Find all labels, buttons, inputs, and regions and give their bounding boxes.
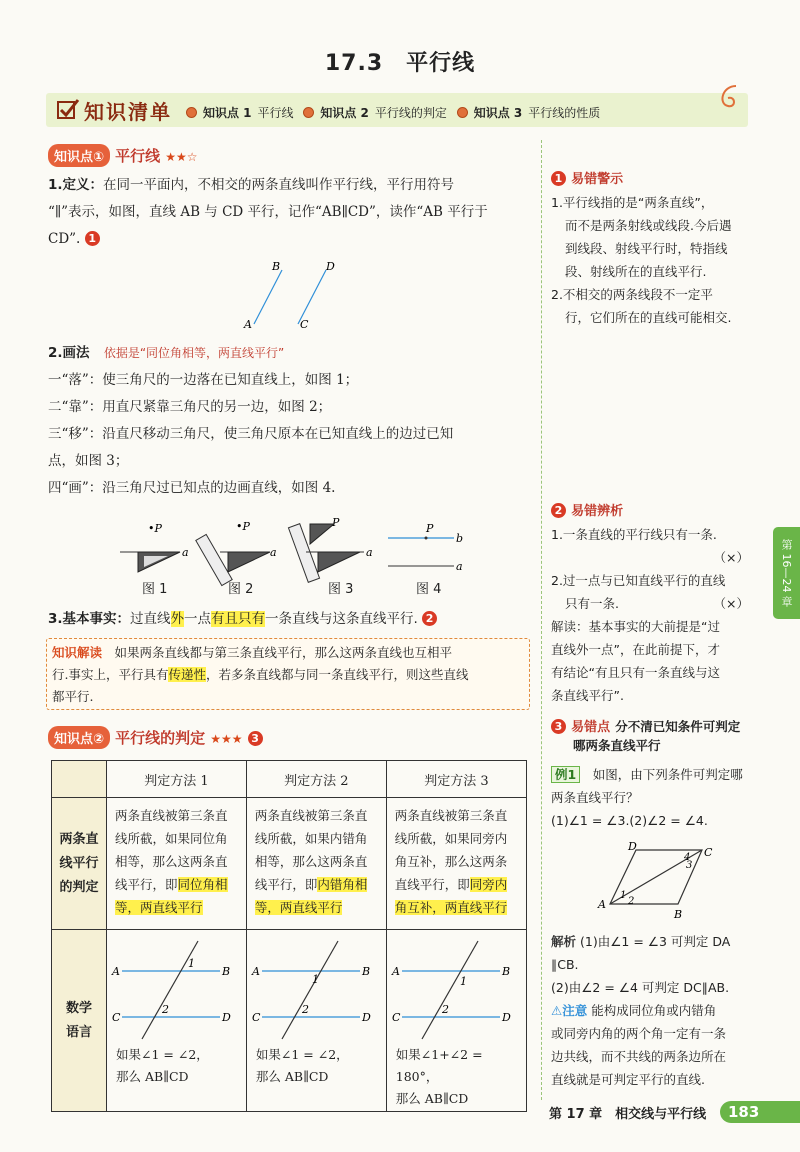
method-note: 依据是“同位角相等，两直线平行” (103, 346, 285, 360)
col-head-3: 判定方法 3 (386, 761, 526, 798)
figure-4 (388, 522, 463, 573)
star-rating-icon: ★★☆ (165, 150, 198, 164)
fig-alternate-angles (248, 931, 380, 1041)
svg-text:•P: •P (236, 520, 250, 533)
col-head-2: 判定方法 2 (246, 761, 386, 798)
svg-text:2: 2 (628, 896, 635, 907)
sb-error-title-a: 分不清已知条件可判定 (615, 719, 741, 734)
method-1-cell (107, 798, 247, 930)
lang-cell-2 (246, 930, 386, 1112)
swirl-icon (712, 82, 742, 112)
solution-tag: 解析 (551, 934, 577, 949)
m1-highlight: 同位角相等，两直线平行 (115, 877, 228, 915)
sol-1: (1)由∠1 = ∠3 可判定 DA (580, 934, 731, 949)
sb-analysis-head: 易错辨析 (571, 504, 624, 519)
def-head: 1.定义： (48, 177, 104, 193)
kp-dot-icon (186, 107, 197, 118)
svg-text:4: 4 (684, 852, 691, 863)
figure-1 (120, 522, 189, 572)
sb-an-2b: 只有一条. (565, 596, 619, 611)
fig-label-2: 图 2 (228, 582, 254, 597)
svg-text:P: P (426, 522, 434, 535)
sol-1b: ∥CB. (551, 957, 579, 972)
svg-text:A: A (251, 965, 260, 978)
method-step3b: 点，如图 3； (48, 453, 129, 469)
table-corner (52, 761, 107, 798)
interp-line2a: 行.事实上，平行具有 (52, 667, 169, 682)
svg-text:1: 1 (188, 957, 195, 970)
sb-an-2-answer: （×） (713, 596, 749, 611)
ex-q2: 两条直线平行？ (551, 790, 639, 805)
banner-kp1-name[interactable]: 平行线 (257, 106, 294, 120)
kp2-tag: 知识点② (48, 726, 110, 749)
star-rating-icon: ★★★ (210, 732, 243, 746)
m2-highlight: 内错角相等，两直线平行 (254, 877, 368, 915)
banner-kp2-name[interactable]: 平行线的判定 (374, 106, 447, 120)
fig-label-3: 图 3 (328, 582, 354, 597)
sb-error-title-b: 哪两条直线平行 (573, 738, 661, 753)
kp1-tag: 知识点① (48, 144, 110, 167)
sb-warn-2b: 行，它们所在的直线可能相交. (565, 310, 732, 325)
m1-text: 两条直线被第三条直线所截，如果同位角相等，那么这两条直线平行，即 (115, 808, 228, 892)
kp2-heading (48, 726, 263, 749)
sb-an-1-answer: （×） (713, 550, 749, 565)
svg-text:2: 2 (162, 1003, 169, 1016)
fig-label-4: 图 4 (416, 582, 442, 597)
svg-text:1: 1 (620, 890, 627, 901)
sb-warn-1d: 段、射线所在的直线平行. (565, 264, 707, 279)
basic-head: 3.基本事实： (48, 611, 131, 627)
svg-text:D: D (222, 1011, 231, 1024)
basic-fact (48, 606, 538, 633)
sb-jd-2: 直线外一点”，在此前提下，才 (551, 642, 720, 657)
def-line2: “∥”表示，如图，直线 AB 与 CD 平行，记作“AB∥CD”，读作“AB 平行于 (48, 204, 488, 220)
page-title: 17.3 平行线 (324, 51, 476, 76)
sol-2: (2)由∠2 = ∠4 可判定 DC∥AB. (551, 980, 730, 995)
interp-line2c: ，若多条直线都与同一条直线平行，则这些直线 (206, 667, 469, 682)
svg-text:D: D (501, 1011, 511, 1024)
method-head: 2.画法 (48, 345, 90, 361)
fig-label-1: 图 1 (142, 582, 168, 597)
svg-text:D: D (628, 840, 637, 853)
row-head-criteria: 两条直线平行的判定 (52, 798, 107, 930)
chapter-side-tab[interactable]: 第 16—24 章 (773, 527, 800, 619)
svg-text:•P: •P (148, 522, 162, 535)
kp-dot-icon (457, 107, 468, 118)
footer-chapter: 第 17 章 相交线与平行线 (549, 1107, 707, 1122)
interp-line2b: 传递性 (168, 667, 206, 682)
sb-warn-2a: 2.不相交的两条线段不一定平 (551, 287, 713, 302)
fig-co-interior-angles (388, 931, 520, 1041)
lang1-line1: 如果∠1 = ∠2， (116, 1047, 209, 1062)
note-1: 能构成同位角或内错角 (591, 1003, 717, 1018)
criteria-table (51, 760, 527, 1112)
svg-text:C: C (391, 1011, 401, 1024)
basic-text-e: 一条直线与这条直线平行. (265, 611, 418, 627)
svg-text:C: C (112, 1011, 121, 1024)
svg-text:1: 1 (311, 973, 319, 986)
m3-highlight: 同旁内角互补，两直线平行 (394, 877, 508, 915)
sidebar-error-point (551, 716, 749, 832)
banner-kp2[interactable]: 知识点 2 (320, 106, 369, 120)
method-3-cell (386, 798, 526, 930)
sb-warn-1a: 1.平行线指的是“两条直线”， (551, 195, 714, 210)
kp1-heading (48, 144, 198, 167)
basic-text-b: 外 (170, 611, 185, 627)
svg-text:P: P (332, 516, 340, 529)
sb-warn-1b: 而不是两条射线或线段.今后遇 (565, 218, 732, 233)
note-ref-1: 1 (85, 231, 100, 246)
svg-text:1: 1 (459, 975, 467, 988)
svg-text:A: A (391, 965, 400, 978)
method-step4: 四“画”：沿三角尺过已知点的边画直线，如图 4. (48, 480, 336, 496)
sidebar-solution (551, 930, 749, 1091)
col-head-1: 判定方法 1 (107, 761, 247, 798)
row-head-language: 数学语言 (52, 930, 107, 1112)
note-4: 直线就是可判定平行的直线. (551, 1072, 705, 1087)
sb-num-2: 2 (551, 503, 566, 518)
note-3: 边共线，而不共线的两条边所在 (551, 1049, 727, 1064)
example-tag: 例1 (551, 766, 580, 783)
parallelogram-figure (590, 838, 720, 922)
checkbox-icon (56, 98, 80, 122)
ex-q1: 如图，由下列条件可判定哪 (592, 767, 743, 782)
kp2-title: 平行线的判定 (115, 729, 206, 747)
sidebar-analysis (551, 500, 749, 707)
sb-num-3: 3 (551, 719, 566, 734)
lang2-line1: 如果∠1 = ∠2， (255, 1047, 349, 1062)
sb-jd-3: 有结论“有且只有一条直线与这 (551, 665, 720, 680)
figure-2 (196, 520, 277, 586)
banner-kp1[interactable]: 知识点 1 (203, 106, 252, 120)
note-icon: ⚠ (551, 1003, 563, 1018)
interp-line3: 都平行. (52, 689, 94, 704)
svg-text:A: A (598, 898, 606, 911)
parallel-lines-figure (240, 258, 350, 334)
sb-an-1: 1.一条直线的平行线只有一条. (551, 527, 717, 542)
note-ref-2: 2 (422, 611, 437, 626)
def-line1: 在同一平面内，不相交的两条直线叫作平行线，平行用符号 (103, 177, 455, 193)
page-number: 183 (720, 1101, 800, 1123)
sb-warning-head: 易错警示 (571, 172, 624, 187)
svg-text:B: B (361, 965, 370, 978)
sb-jd-4: 条直线平行”. (551, 688, 624, 703)
label-C: C (300, 318, 309, 331)
sb-warn-1c: 到线段、射线平行时，特指线 (565, 241, 728, 256)
svg-text:B: B (501, 965, 510, 978)
svg-text:a: a (366, 546, 373, 559)
svg-text:C: C (251, 1011, 261, 1024)
svg-text:a: a (270, 546, 277, 559)
method-step2: 二“靠”：用直尺紧靠三角尺的另一边，如图 2； (48, 399, 332, 415)
m3-text: 两条直线被第三条直线所截，如果同旁内角互补，那么这两条直线平行，即 (394, 808, 508, 892)
basic-text-c: 一点 (184, 611, 212, 627)
figure-3 (288, 516, 372, 582)
svg-text:C: C (704, 846, 713, 859)
fig-corresponding-angles (108, 931, 240, 1041)
svg-text:b: b (456, 532, 464, 545)
kp1-title: 平行线 (115, 147, 161, 165)
interp-line1: 如果两条直线都与第三条直线平行，那么这两条直线也互相平 (114, 645, 453, 660)
label-B: B (272, 260, 281, 273)
sidebar-warning (551, 168, 749, 329)
svg-text:A: A (112, 965, 120, 978)
banner-kp-list (186, 104, 606, 121)
ex-q3: (1)∠1 = ∠3.(2)∠2 = ∠4. (551, 813, 708, 828)
note-ref-3: 3 (248, 731, 263, 746)
sb-error-head: 易错点 (571, 720, 611, 735)
method-step3: 三“移”：沿直尺移动三角尺，使三角尺原本在已知直线上的边过已知 (48, 426, 454, 442)
interpretation-text (52, 642, 522, 708)
banner-label: 知识清单 (84, 100, 172, 124)
lang3-line2: 那么 AB∥CD (395, 1091, 469, 1106)
method-step1: 一“落”：使三角尺的一边落在已知直线上，如图 1； (48, 372, 359, 388)
lang2-line2: 那么 AB∥CD (255, 1069, 329, 1084)
svg-text:B: B (674, 908, 683, 921)
svg-text:2: 2 (301, 1003, 309, 1016)
lang3-line1: 如果∠1+∠2 = 180°， (395, 1047, 483, 1084)
basic-text-a: 过直线 (130, 611, 171, 627)
svg-text:B: B (222, 965, 231, 978)
sb-num-1: 1 (551, 171, 566, 186)
lang1-line2: 那么 AB∥CD (116, 1069, 189, 1084)
banner-kp3-name[interactable]: 平行线的性质 (528, 106, 601, 120)
definition-block (48, 172, 538, 253)
sb-an-2a: 2.过一点与已知直线平行的直线 (551, 573, 726, 588)
svg-text:a: a (182, 546, 189, 559)
svg-text:2: 2 (441, 1003, 449, 1016)
svg-text:a: a (456, 560, 463, 573)
interpretation-tag: 知识解读 (52, 645, 103, 660)
method-2-cell (246, 798, 386, 930)
note-tag: 注意 (562, 1003, 588, 1018)
label-D: D (326, 260, 335, 273)
lang-cell-1 (107, 930, 247, 1112)
svg-text:3: 3 (686, 860, 693, 871)
sb-jd-1: 解读：基本事实的大前提是“过 (551, 619, 720, 634)
lang-cell-3 (386, 930, 526, 1112)
note-2: 或同旁内角的两个角一定有一条 (551, 1026, 727, 1041)
kp-dot-icon (303, 107, 314, 118)
def-line3: CD”. (48, 231, 81, 247)
label-A: A (244, 318, 252, 331)
m2-text: 两条直线被第三条直线所截，如果内错角相等，那么这两条直线平行，即 (254, 808, 368, 892)
basic-text-d: 有且只有 (211, 611, 266, 627)
svg-text:D: D (361, 1011, 371, 1024)
banner-kp3[interactable]: 知识点 3 (473, 106, 523, 120)
drawing-method-block (48, 340, 538, 502)
